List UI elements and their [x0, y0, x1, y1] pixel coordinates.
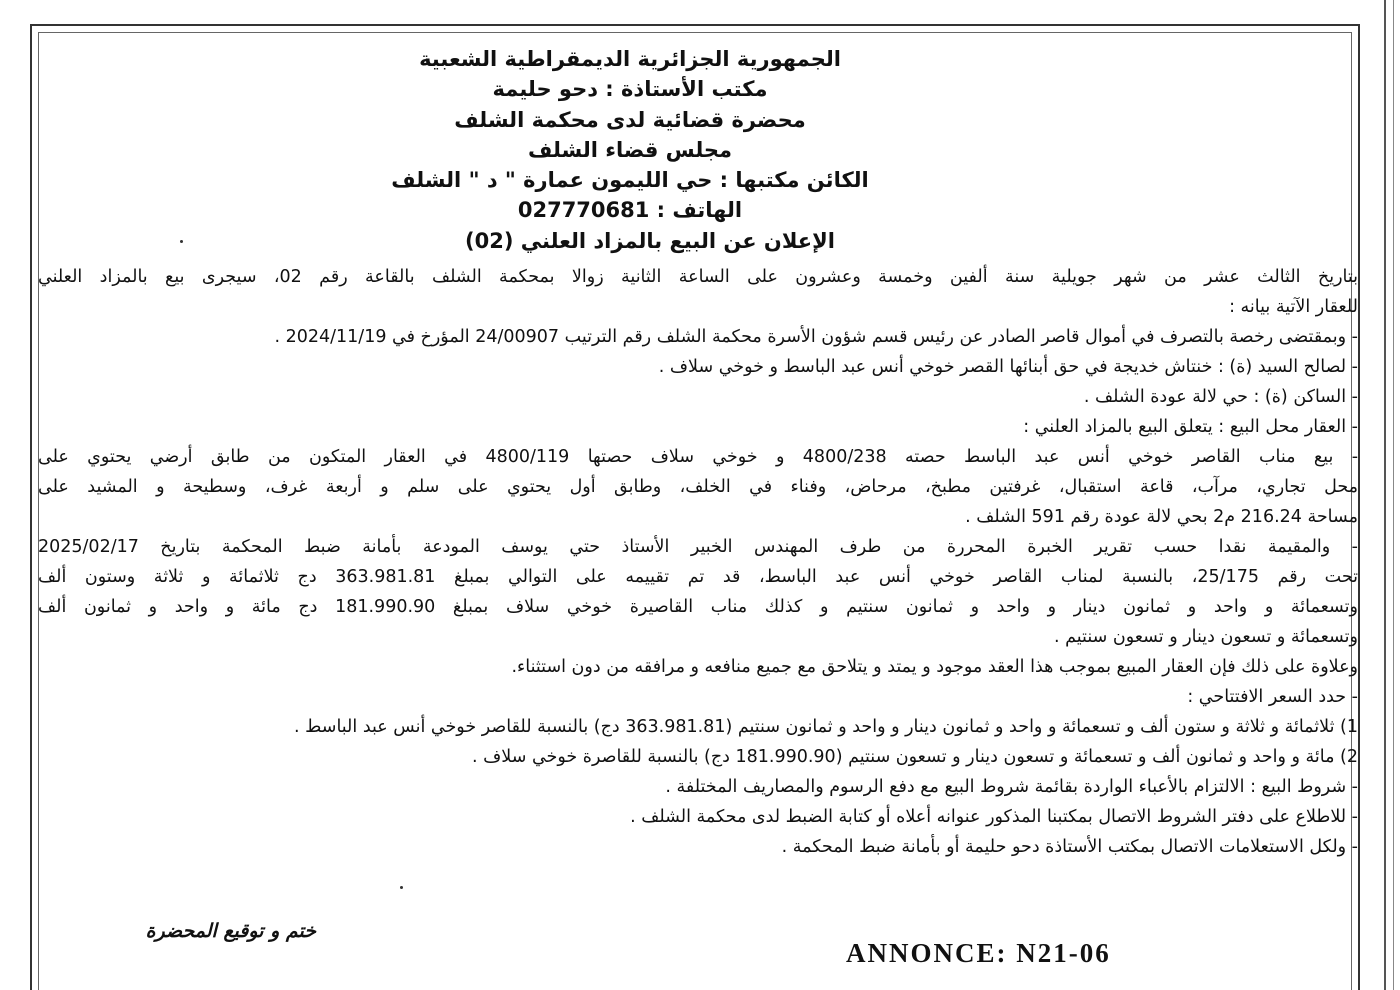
body-line: وتسعمائة و تسعون دينار و تسعون سنتيم .	[1054, 627, 1358, 647]
body-line: - والمقيمة نقدا حسب تقرير الخبرة المحررة من طرف المهندس الخبير الأستاذ حتي يوسف المودعة بأمانة ضبط المحكمة بتاريخ 2025/02/17	[38, 537, 1358, 557]
body-line: محل تجاري، مرآب، قاعة استقبال، غرفتين مطبخ، مرحاض، وفناء في الخلف، وطابق أول يحتوي على سلم و أربعة غرف، وسطيحة و المشيد على	[38, 477, 1358, 497]
body-line: تحت رقم 25/175، بالنسبة لمناب القاصر خوخي أنس عبد الباسط، قد تم تقييمه على التوالي بمبلغ 363.981.81 دج ثلاثمائة و ثلاثة وستون ألف	[38, 567, 1358, 587]
phone-line: الهاتف : 027770681	[517, 198, 743, 223]
body-line: وعلاوة على ذلك فإن العقار المبيع بموجب هذا العقد موجود و يمتد و يتلاحق مع جميع منافعه و مرافقه من دون استثناء.	[511, 657, 1358, 677]
notice-title: الإعلان عن البيع بالمزاد العلني (02)	[465, 228, 835, 253]
body-line: - ولكل الاستعلامات الاتصال بمكتب الأستاذة دحو حليمة أو بأمانة ضبط المحكمة .	[781, 837, 1358, 857]
annonce-number: ANNONCE: N21-06	[846, 938, 1111, 968]
body-line: وتسعمائة و واحد و ثمانون دينار و واحد و ثمانون سنتيم و كذلك مناب القاصيرة خوخي سلاف بمبلغ 181.990.90 دج مائة و واحد و ثمانون ألف	[38, 597, 1358, 617]
body-line: - حدد السعر الافتتاحي :	[1187, 687, 1358, 707]
body-line: بتاريخ الثالث عشر من شهر جويلية سنة ألفين وخمسة وعشرون على الساعة الثانية زوالا بمحكمة الشلف بالقاعة رقم 02، سيجرى بيع بالمزاد العلني	[38, 267, 1358, 287]
body-line: - وبمقتضى رخصة بالتصرف في أموال قاصر الصادر عن رئيس قسم شؤون الأسرة محكمة الشلف رقم الترتيب 24/00907 المؤرخ في 2024/11/19 .	[274, 327, 1358, 347]
notice-header	[0, 44, 1400, 256]
body-line: - العقار محل البيع : يتعلق البيع بالمزاد العلني :	[1023, 417, 1358, 437]
body-line: - شروط البيع : الالتزام بالأعباء الواردة بقائمة شروط البيع مع دفع الرسوم والمصاريف المختلفة .	[665, 777, 1358, 797]
stamp-signature-label: ختم و توقيع المحضرة	[145, 920, 316, 942]
body-line: 2) مائة و واحد و ثمانون ألف و تسعمائة و تسعون دينار و تسعون سنتيم (181.990.90 دج) بالنسبة للقاصرة خوخي سلاف .	[472, 747, 1358, 767]
notice-body	[38, 262, 1358, 862]
body-line: مساحة 216.24 م2 بحي لالة عودة رقم 591 الشلف .	[965, 507, 1358, 527]
bailiff-heading: محضرة قضائية لدى محكمة الشلف	[454, 107, 806, 132]
office-heading: مكتب الأستاذة : دحو حليمة	[492, 77, 768, 102]
body-line: 1) ثلاثمائة و ثلاثة و ستون ألف و تسعمائة و واحد و ثمانون دينار و واحد و ثمانون سنتيم (363.981.81 دج) بالنسبة للقاصر خوخي أنس عبد الباسط .	[294, 717, 1358, 737]
council-heading: مجلس قضاء الشلف	[527, 137, 733, 162]
address-line: الكائن مكتبها : حي الليمون عمارة " د " الشلف	[391, 168, 869, 193]
body-line: للعقار الآتية بيانه :	[1229, 297, 1358, 317]
body-line: - للاطلاع على دفتر الشروط الاتصال بمكتبنا المذكور عنوانه أعلاه أو كتابة الضبط لدى محكمة الشلف .	[630, 807, 1358, 827]
body-line: - الساكن (ة) : حي لالة عودة الشلف .	[1083, 387, 1358, 407]
body-line: - لصالح السيد (ة) : خنتاش خديجة في حق أبنائها القصر خوخي أنس عبد الباسط و خوخي سلاف .	[658, 357, 1358, 377]
republic-heading: الجمهورية الجزائرية الديمقراطية الشعبية	[419, 47, 841, 71]
body-line: - بيع مناب القاصر خوخي أنس عبد الباسط حصته 4800/238 و خوخي سلاف حصتها 4800/119 في العقار المتكون من طابق أرضي يحتوي على	[38, 447, 1359, 467]
speck	[400, 886, 403, 889]
